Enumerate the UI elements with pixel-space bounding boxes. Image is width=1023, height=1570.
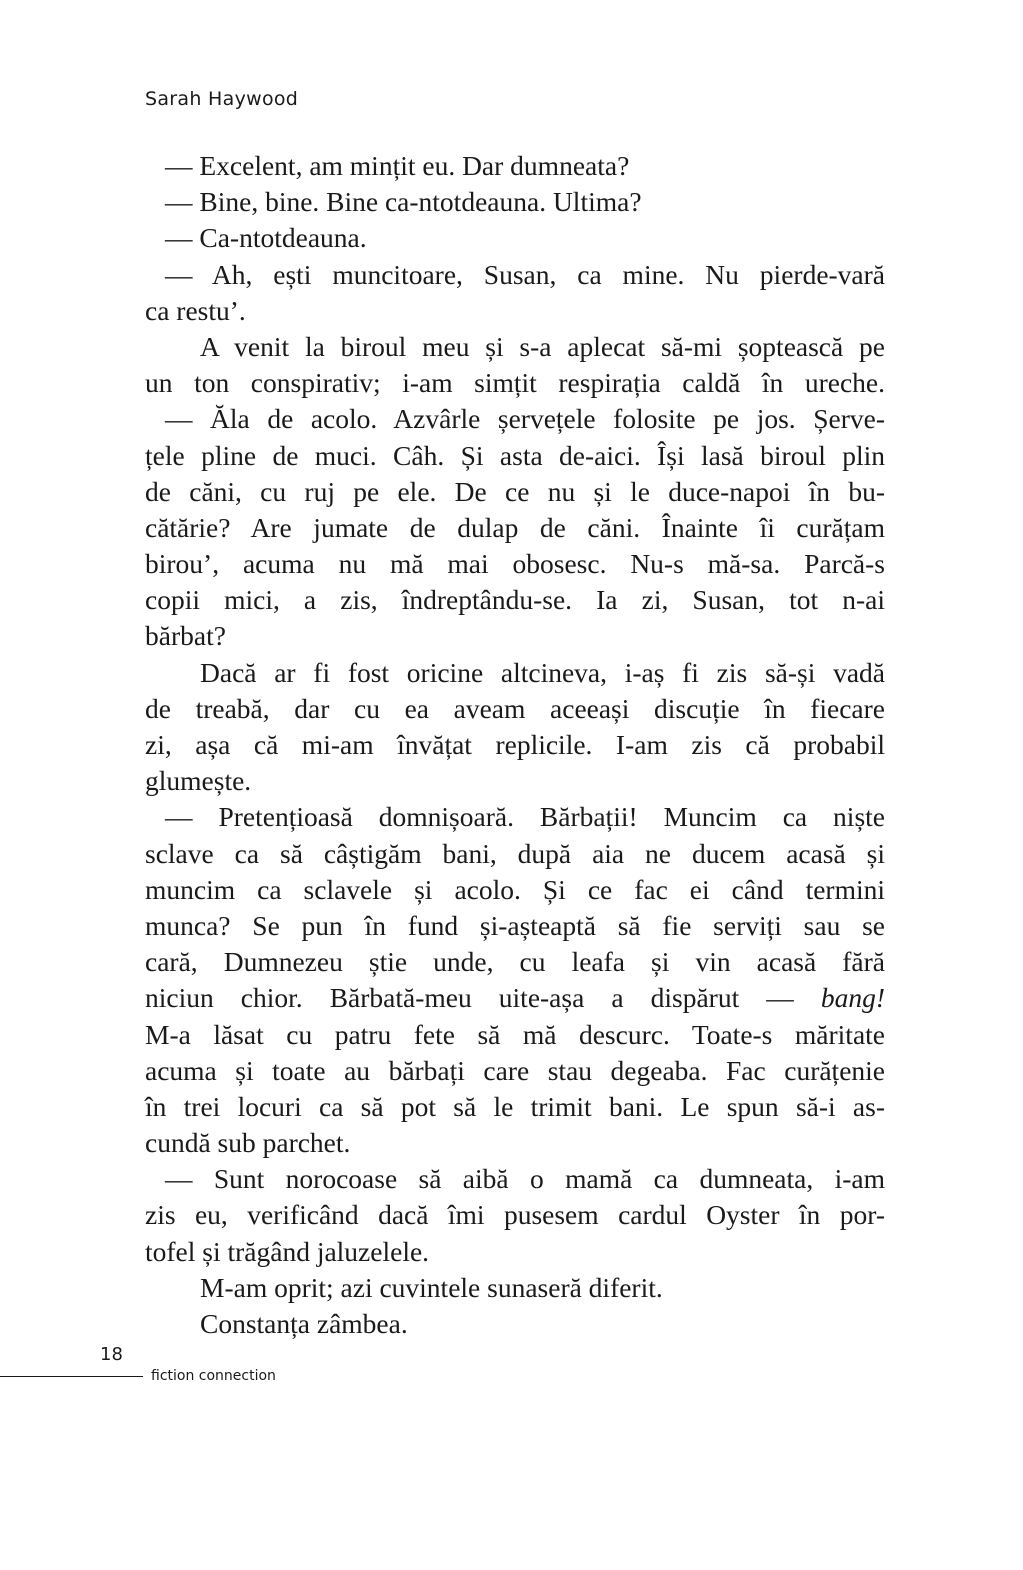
- text-line: cundă sub parchet.: [145, 1127, 351, 1159]
- text-line: — Excelent, am mințit eu. Dar dumneata?: [165, 150, 630, 181]
- text-line: acuma și toate au bărbați care stau degeaba. Fac curățenie: [145, 1054, 885, 1086]
- text-line: tofel și trăgând jaluzelele.: [145, 1235, 430, 1267]
- footer-rule: [0, 1376, 143, 1377]
- text-line: cătărie? Are jumate de dulap de căni. Înainte îi curățam: [145, 511, 885, 543]
- text-line: M-am oprit; azi cuvintele sunaseră diferit.: [200, 1271, 663, 1303]
- text-line: — Sunt norocoase să aibă o mamă ca dumneata, i-am: [165, 1163, 885, 1195]
- text-line: — Ăla de acolo. Azvârle șervețele folosite pe jos. Șerve-: [165, 403, 885, 435]
- page-number: 18: [100, 1344, 123, 1365]
- text-line: cară, Dumnezeu știe unde, cu leafa și vin acasă fără: [145, 946, 885, 978]
- text-line: Constanța zâmbea.: [200, 1308, 408, 1339]
- text-line: de căni, cu ruj pe ele. De ce nu și le duce-napoi în bu-: [145, 475, 885, 507]
- italic-word: bang!: [820, 982, 886, 1014]
- text-line: de treabă, dar cu ea aveam aceeași discuție în fiecare: [145, 692, 885, 724]
- text-line: — Bine, bine. Bine ca-ntotdeauna. Ultima?: [165, 186, 642, 218]
- text-line: în trei locuri ca să pot să le trimit bani. Le spun să-i as-: [145, 1090, 885, 1122]
- text-run: niciun chior. Bărbată-meu uite-așa a dispărut —: [145, 982, 794, 1014]
- series-name: fiction connection: [151, 1368, 276, 1384]
- running-head-author: Sarah Haywood: [145, 88, 299, 110]
- text-line: Dacă ar fi fost oricine altcineva, i-aș fi zis să-și vadă: [200, 656, 885, 688]
- text-line: zis eu, verificând dacă îmi pusesem cardul Oyster în por-: [145, 1199, 885, 1231]
- text-line: birou’, acuma nu mă mai obosesc. Nu-s mă-sa. Parcă-s: [145, 548, 885, 580]
- text-line: — Pretențioasă domnișoară. Bărbații! Muncim ca niște: [165, 801, 885, 833]
- text-line: A venit la biroul meu și s-a aplecat să-mi șoptească pe: [200, 330, 885, 362]
- text-line: glumește.: [145, 765, 252, 797]
- text-line: ca restu’.: [145, 294, 246, 326]
- text-line: un ton conspirativ; i-am simțit respirația caldă în ureche.: [145, 367, 885, 399]
- text-line: — Ah, ești muncitoare, Susan, ca mine. Nu pierde-vară: [165, 258, 885, 290]
- text-line: sclave ca să câștigăm bani, după aia ne ducem acasă și: [145, 837, 885, 869]
- text-line: muncim ca sclavele și acolo. Și ce fac ei când termini: [145, 873, 885, 905]
- text-line: — Ca-ntotdeauna.: [165, 222, 367, 254]
- text-line: țele pline de muci. Câh. Și asta de-aici. Își lasă biroul plin: [145, 439, 885, 471]
- text-line: zi, așa că mi-am învățat replicile. I-am zis că probabil: [145, 729, 885, 760]
- text-line: copii mici, a zis, îndreptându-se. Ia zi, Susan, tot n-ai: [145, 584, 885, 616]
- body-text: [145, 148, 885, 1342]
- text-line: bărbat?: [145, 620, 226, 652]
- text-line: M-a lăsat cu patru fete să mă descurc. Toate-s măritate: [145, 1018, 885, 1050]
- text-line: munca? Se pun în fund și-așteaptă să fie serviți sau se: [145, 909, 885, 941]
- text-line: [145, 980, 885, 1016]
